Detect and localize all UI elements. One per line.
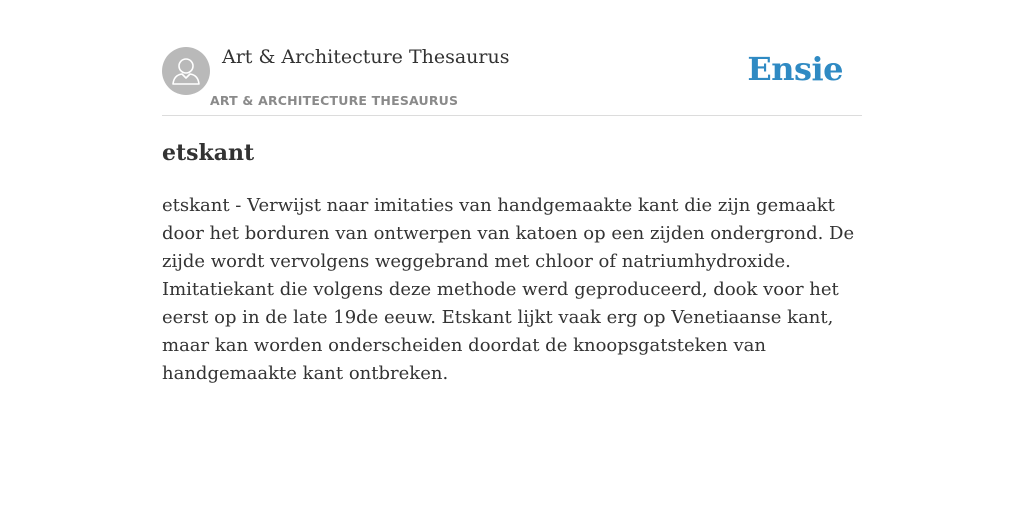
- author-avatar[interactable]: [162, 47, 210, 95]
- ensie-logo[interactable]: Ensie: [747, 50, 843, 88]
- definition-text: etskant - Verwijst naar imitaties van handgemaakte kant die zijn gemaakt door het borduren van ontwerpen van katoen op een zijden ondergrond. De zijde wordt vervolgens weggebrand met chloor of natriumhydroxide. Imitatiekant die volgens deze methode werd geproduceerd, dook voor het eerst op in de late 19de eeuw. Etskant lijkt vaak erg op Venetiaanse kant, maar kan worden onderscheiden doordat de knoopsgatsteken van handgemaakte kant ontbreken.: [162, 195, 855, 384]
- source-label: ART & ARCHITECTURE THESAURUS: [210, 93, 459, 108]
- entry-header: [162, 0, 862, 116]
- author-name-link[interactable]: Art & Architecture Thesaurus: [222, 46, 510, 68]
- term-title: etskant: [162, 140, 255, 166]
- user-silhouette-icon: [162, 47, 210, 95]
